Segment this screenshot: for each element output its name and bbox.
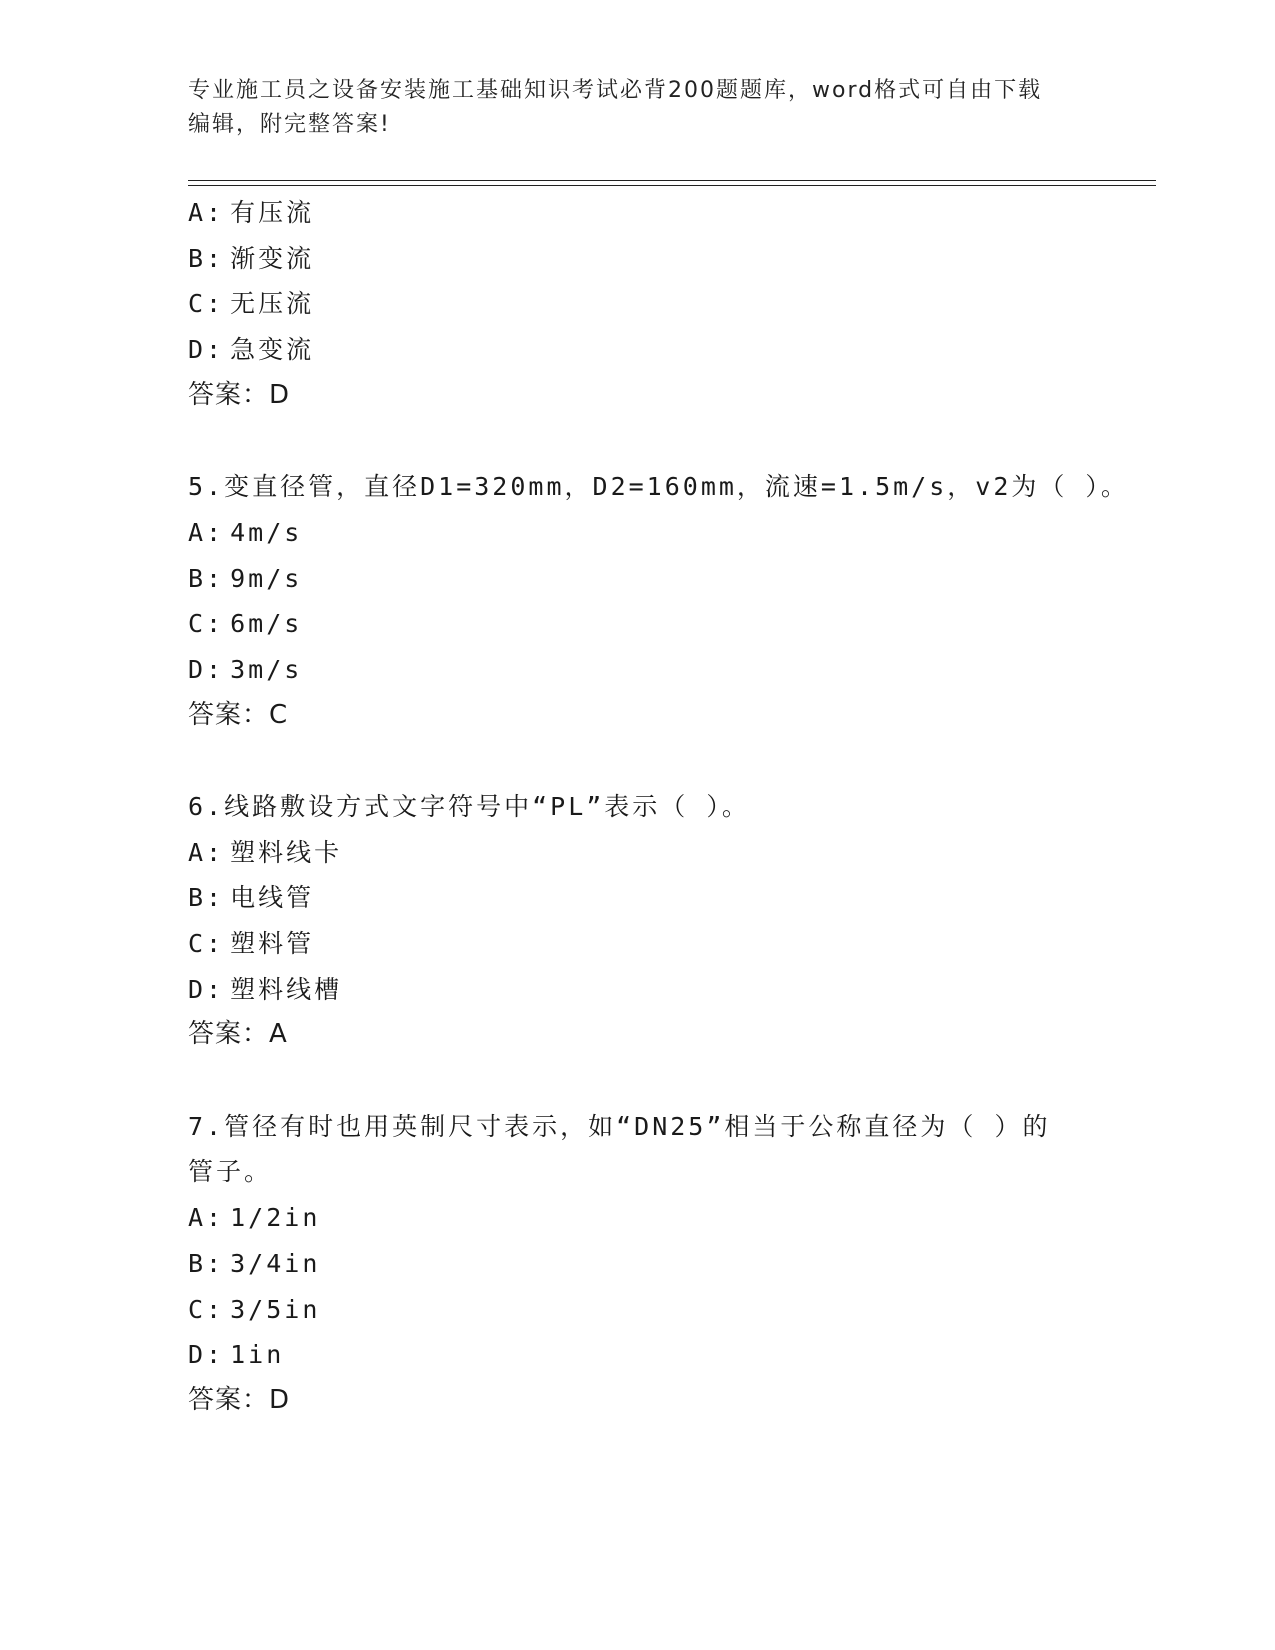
header-divider-bottom: [188, 185, 1156, 186]
option-a: A: 4m/s: [188, 517, 303, 547]
answer-line: 答案：A: [188, 1019, 288, 1050]
answer-line: 答案：C: [188, 699, 289, 730]
question-list: [188, 190, 1168, 1424]
option-d: D: 塑料线槽: [188, 974, 343, 1004]
option-a: A: 塑料线卡: [188, 837, 343, 867]
option-b: B: 电线管: [188, 883, 315, 913]
option-b: B: 3/4in: [188, 1248, 321, 1278]
question-4: [188, 190, 1168, 418]
question-text: 5.变直径管，直径D1=320mm，D2=160mm，流速=1.5m/s，v2为（ ）。: [188, 472, 1129, 502]
option-d: D: 3m/s: [188, 654, 303, 684]
option-c: C: 3/5in: [188, 1294, 321, 1324]
header-title-line-1: 专业施工员之设备安装施工基础知识考试必背200题题库，word格式可自由下载: [188, 78, 1043, 103]
question-7: [188, 1104, 1168, 1424]
question-text-line-2: 管子。: [188, 1157, 273, 1187]
header-title-line-2: 编辑，附完整答案!: [188, 112, 391, 137]
option-a: A: 1/2in: [188, 1203, 321, 1233]
option-d: D: 1in: [188, 1340, 285, 1370]
option-b: B: 9m/s: [188, 563, 303, 593]
option-a: A: 有压流: [188, 198, 315, 227]
answer-line: 答案：D: [188, 379, 291, 410]
option-c: C: 6m/s: [188, 609, 303, 639]
question-text-line-1: 7.管径有时也用英制尺寸表示，如“DN25”相当于公称直径为（ ）的: [188, 1111, 1051, 1141]
option-b: B: 渐变流: [188, 243, 315, 273]
question-gap: [188, 1058, 1168, 1104]
document-header: [188, 74, 1088, 142]
option-c: C: 无压流: [188, 289, 315, 319]
answer-line: 答案：D: [188, 1384, 291, 1415]
question-6: [188, 784, 1168, 1058]
question-gap: [188, 418, 1168, 464]
option-d: D: 急变流: [188, 335, 315, 365]
header-divider-top: [188, 180, 1156, 181]
question-gap: [188, 738, 1168, 784]
question-text: 6.线路敷设方式文字符号中“PL”表示（ ）。: [188, 791, 750, 821]
question-5: [188, 464, 1168, 738]
option-c: C: 塑料管: [188, 929, 315, 958]
